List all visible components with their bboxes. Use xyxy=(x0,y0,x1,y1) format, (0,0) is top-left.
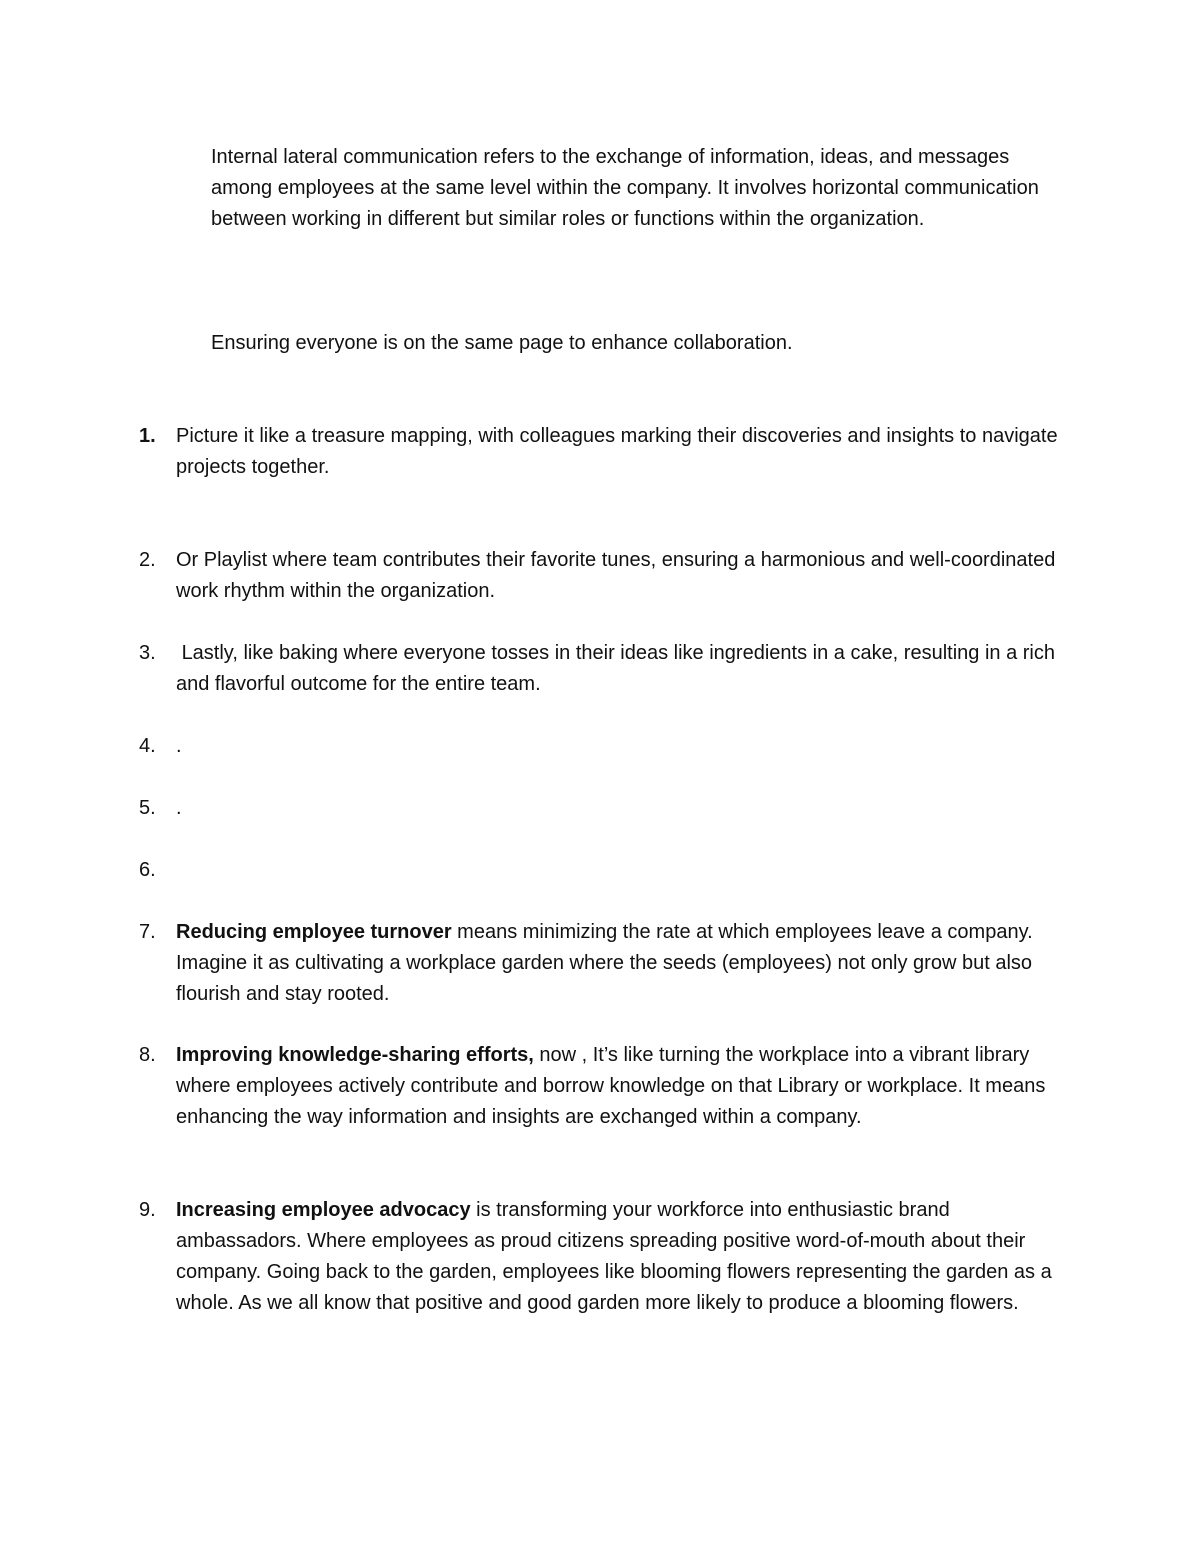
list-item-heading: Improving knowledge-sharing efforts, xyxy=(176,1044,534,1066)
list-number: 9. xyxy=(139,1199,156,1221)
list-number: 1. xyxy=(139,425,156,447)
list-item-5 xyxy=(139,793,1079,824)
intro-paragraph: Internal lateral communication refers to the exchange of information, ideas, and messages among employees at the same level within the company. It involves horizontal communication between working in different but similar roles or functions within the organization. xyxy=(211,146,1039,230)
list-number: 2. xyxy=(139,549,156,571)
list-item-text xyxy=(176,638,1079,700)
list-item-text xyxy=(176,917,1079,1010)
list-item-body: Picture it like a treasure mapping, with colleagues marking their discoveries and insights to navigate projects together. xyxy=(176,425,1058,478)
list-number: 3. xyxy=(139,642,156,664)
list-item-7 xyxy=(139,917,1079,1010)
list-item-body: is transforming your workforce into enthusiastic brand ambassadors. Where employees as proud citizens spreading positive word-of-mouth about their company. Going back to the garden, employees like blooming flowers representing the garden as a whole. As we all know that positive and good garden more likely to produce a blooming flowers. xyxy=(176,1199,1058,1314)
list-item-3 xyxy=(139,638,1079,700)
list-item-text xyxy=(176,793,1079,824)
list-item-body: . xyxy=(176,797,182,819)
list-item-body: Or Playlist where team contributes their favorite tunes, ensuring a harmonious and well-coordinated work rhythm within the organization. xyxy=(176,549,1056,602)
list-number: 8. xyxy=(139,1044,156,1066)
list-item-8 xyxy=(139,1040,1079,1133)
list-number: 6. xyxy=(139,859,156,881)
list-number: 5. xyxy=(139,797,156,819)
list-item-text xyxy=(176,731,1079,762)
list-item-body: now , It’s like turning the workplace into a vibrant library where employees actively contribute and borrow knowledge on that Library or workplace. It means enhancing the way information and insights are exchanged within a company. xyxy=(176,1044,1051,1128)
list-item-4 xyxy=(139,731,1079,762)
list-item-body: . xyxy=(176,735,182,757)
list-item-body: Lastly, like baking where everyone tosses in their ideas like ingredients in a cake, resulting in a rich and flavorful outcome for the entire team. xyxy=(176,642,1061,695)
list-number: 7. xyxy=(139,921,156,943)
list-item-heading: Increasing employee advocacy xyxy=(176,1199,471,1221)
list-item-text xyxy=(176,1040,1079,1133)
list-number: 4. xyxy=(139,735,156,757)
list-item-text xyxy=(176,545,1079,607)
summary-line: Ensuring everyone is on the same page to enhance collaboration. xyxy=(211,332,793,354)
list-item-1 xyxy=(139,421,1079,483)
list-item-heading: Reducing employee turnover xyxy=(176,921,452,943)
list-item-2 xyxy=(139,545,1079,607)
list-item-text xyxy=(176,421,1079,483)
list-item-body: means minimizing the rate at which employees leave a company. Imagine it as cultivating a workplace garden where the seeds (employees) not only grow but also flourish and stay rooted. xyxy=(176,921,1039,1005)
list-item-text xyxy=(176,1195,1079,1319)
list-item-9 xyxy=(139,1195,1079,1319)
